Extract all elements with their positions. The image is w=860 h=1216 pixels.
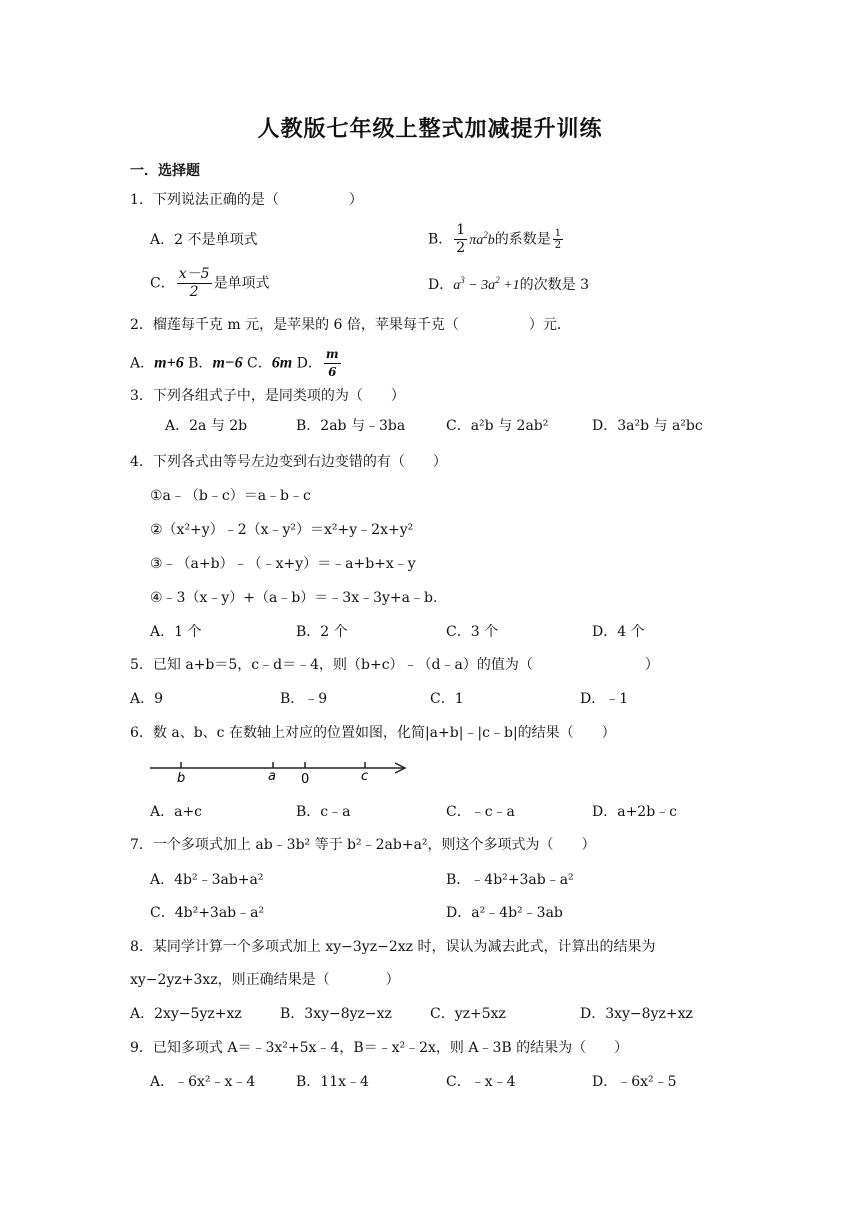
question-4-statement-3: ③﹣（a+b）﹣（﹣x+y）＝﹣a+b+x﹣y: [150, 556, 416, 572]
question-8-stem-line-1: 8．某同学计算一个多项式加上 xy−3yz−2xz 时，误认为减去此式，计算出的结果为: [130, 939, 656, 955]
question-9-option-c: C．﹣x﹣4: [446, 1074, 516, 1090]
label-zero: 0: [301, 772, 310, 787]
question-7-stem: 7．一个多项式加上 ab﹣3b² 等于 b²﹣2ab+a²，则这个多项式为（ ）: [130, 837, 596, 853]
question-5-option-d: D．﹣1: [580, 691, 629, 707]
question-7-option-d: D．a²﹣4b²﹣3ab: [446, 905, 563, 921]
question-9-option-a: A．﹣6x²﹣x﹣4: [150, 1074, 256, 1090]
question-6-option-c: C．﹣c﹣a: [446, 804, 515, 820]
question-2-options: A．m+6 B．m−6 C．6m D． $\frac{m}{6}$: [130, 347, 339, 379]
label-c: c: [361, 769, 369, 784]
question-4-option-a: A．1 个: [150, 624, 202, 640]
label-b: b: [177, 771, 186, 786]
question-1-stem: 1．下列说法正确的是（ ）: [130, 192, 363, 208]
question-7-option-b: B．﹣4b²+3ab﹣a²: [446, 872, 574, 888]
question-4-statement-1: ①a﹣（b﹣c）＝a﹣b﹣c: [150, 488, 311, 504]
fraction: $\frac{1}{2}$: [554, 228, 562, 251]
question-8-option-d: D．3xy−8yz+xz: [580, 1006, 693, 1022]
question-3-option-b: B．2ab 与﹣3ba: [296, 418, 406, 434]
question-4-option-b: B．2 个: [296, 624, 348, 640]
question-4-statement-4: ④﹣3（x﹣y）+（a﹣b）＝﹣3x﹣3y+a﹣b.: [150, 590, 438, 606]
question-4-option-c: C．3 个: [446, 624, 499, 640]
question-6-option-d: D．a+2b﹣c: [592, 804, 678, 820]
question-5-option-c: C．1: [430, 691, 464, 707]
question-8-option-c: C．yz+5xz: [430, 1006, 506, 1022]
question-9-option-b: B．11x﹣4: [296, 1074, 369, 1090]
question-3-option-c: C．a²b 与 2ab²: [446, 418, 549, 434]
section-heading: 一．选择题: [130, 163, 200, 179]
question-6-option-b: B．c﹣a: [296, 804, 351, 820]
number-line-figure: [145, 758, 415, 788]
question-4-option-d: D．4 个: [592, 624, 645, 640]
question-8-option-a: A．2xy−5yz+xz: [130, 1006, 242, 1022]
question-1-option-d: D．$a^3 - 3a^2 +1$的次数是 3: [428, 275, 589, 293]
page-title: 人教版七年级上整式加减提升训练: [257, 117, 603, 142]
question-9-stem: 9．已知多项式 A＝﹣3x²+5x﹣4，B＝﹣x²﹣2x，则 A﹣3B 的结果为（ ）: [130, 1040, 629, 1056]
question-5-option-a: A．9: [130, 691, 164, 707]
question-3-option-d: D．3a²b 与 a²bc: [592, 418, 703, 434]
question-6-option-a: A．a+c: [150, 804, 203, 820]
question-5-stem: 5．已知 a+b＝5，c﹣d＝﹣4，则（b+c）﹣（d﹣a）的值为（ ）: [130, 657, 659, 673]
question-6-stem: 6．数 a、b、c 在数轴上对应的位置如图，化简|a+b|﹣|c﹣b|的结果（ ）: [130, 725, 616, 741]
question-3-stem: 3．下列各组式子中，是同类项的为（ ）: [130, 388, 405, 404]
question-7-option-a: A．4b²﹣3ab+a²: [150, 872, 264, 888]
question-8-option-b: B．3xy−8yz−xz: [280, 1006, 392, 1022]
question-8-stem-line-2: xy−2yz+3xz，则正确结果是（ ）: [130, 972, 400, 988]
question-7-option-c: C．4b²+3ab﹣a²: [150, 905, 265, 921]
question-2-stem: 2．榴莲每千克 m 元，是苹果的 6 倍，苹果每千克（ ）元．: [130, 317, 571, 333]
question-4-statement-2: ②（x²+y）﹣2（x﹣y²）＝x²+y﹣2x+y²: [150, 522, 414, 538]
question-3-option-a: A．2a 与 2b: [165, 418, 248, 434]
question-5-option-b: B．﹣9: [280, 691, 328, 707]
label-a: a: [268, 769, 276, 784]
question-1-option-c: C． $\frac{x-5}{2}$ 是单项式: [150, 266, 270, 300]
question-9-option-d: D．﹣6x²﹣5: [592, 1074, 677, 1090]
fraction: $\frac{1}{2}$: [456, 222, 466, 256]
fraction: $\frac{x-5}{2}$: [178, 266, 210, 300]
question-1-option-b: B． $\frac{1}{2}$ $\pi a^2b$的系数是 $\frac{1}{2}$: [428, 222, 562, 256]
question-1-option-a: A．2 不是单项式: [150, 232, 258, 248]
question-4-stem: 4．下列各式由等号左边变到右边变错的有（ ）: [130, 454, 447, 470]
